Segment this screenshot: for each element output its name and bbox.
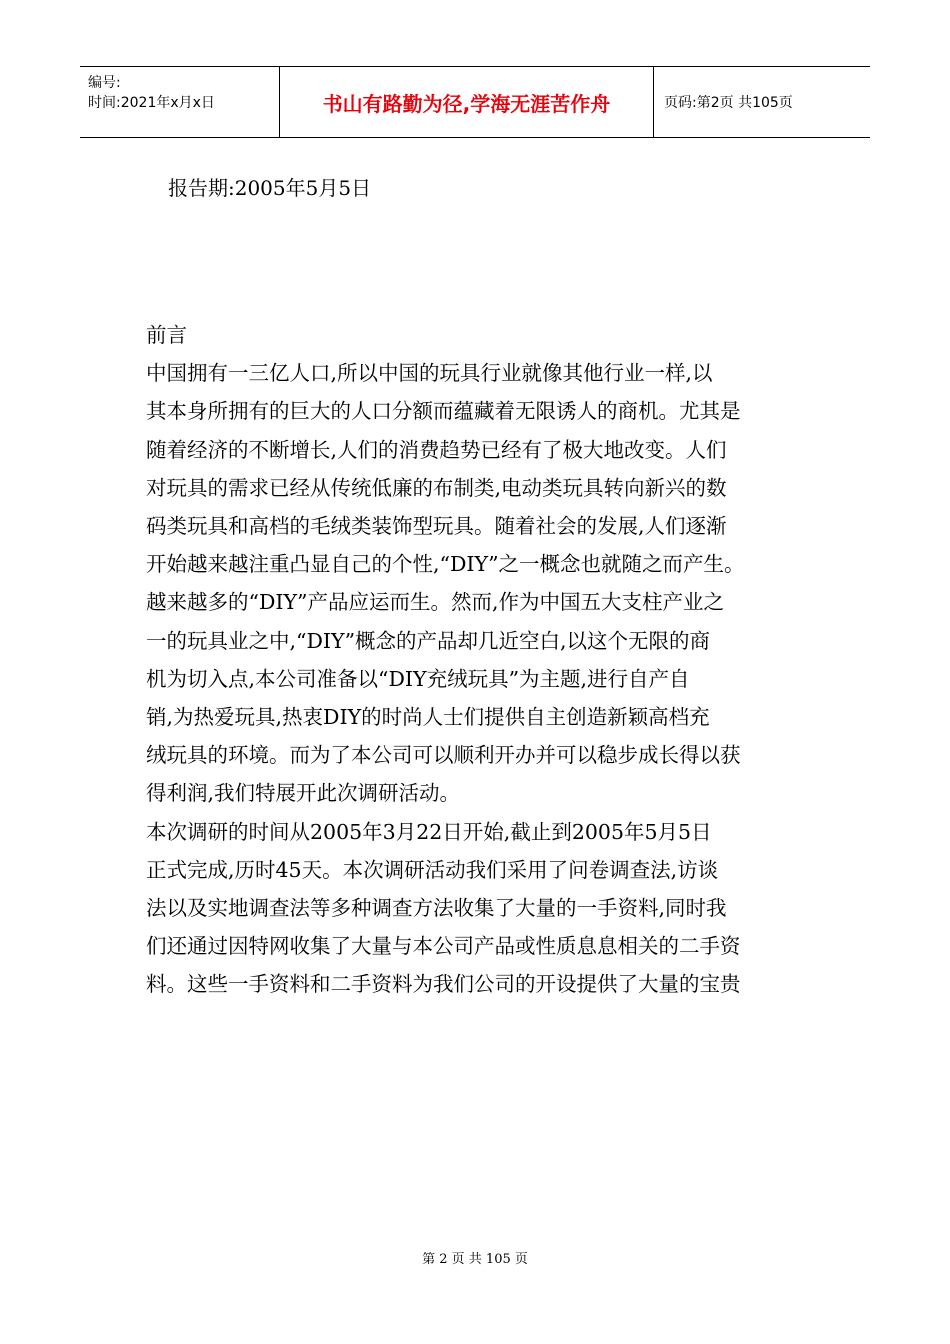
paragraph-line: 其本身所拥有的巨大的人口分额而蕴藏着无限诱人的商机。尤其是 [146,399,741,424]
paragraph-line: 绒玩具的环境。而为了本公司可以顺利开办并可以稳步成长得以获 [146,743,741,768]
paragraph-line: 法以及实地调查法等多种调查方法收集了大量的一手资料,同时我 [146,896,727,921]
report-date: 报告期:2005年5月5日 [168,176,372,200]
document-body [146,316,816,1004]
body-paragraph [146,813,816,1004]
paragraph-line: 越来越多的“DIY”产品应运而生。然而,作为中国五大支柱产业之 [146,590,725,615]
paragraph-line: 本次调研的时间从2005年3月22日开始,截止到2005年5月5日 [146,819,712,844]
header-meta [80,67,280,137]
paragraph-line: 随着经济的不断增长,人们的消费趋势已经有了极大地改变。人们 [146,437,727,462]
body-paragraph [146,354,816,812]
header-page-info: 页码:第2页 共105页 [664,95,793,111]
page-footer: 第 2 页 共 105 页 [422,1252,528,1267]
document-time-label: 时间:2021年x月x日 [88,95,215,111]
paragraph-line: 得利润,我们特展开此次调研活动。 [146,781,461,806]
page-header [80,66,870,138]
document-number-label: 编号: [88,75,121,91]
paragraph-line: 销,为热爱玩具,热衷DIY的时尚人士们提供自主创造新颖高档充 [146,705,710,730]
header-motto: 书山有路勤为径,学海无涯苦作舟 [280,67,654,137]
paragraph-line: 开始越来越注重凸显自己的个性,“DIY”之一概念也就随之而产生。 [146,552,745,577]
paragraph-line: 一的玩具业之中,“DIY”概念的产品却几近空白,以这个无限的商 [146,628,711,653]
paragraph-line: 正式完成,历时45天。本次调研活动我们采用了问卷调查法,访谈 [146,857,719,882]
paragraph-line: 们还通过因特网收集了大量与本公司产品或性质息息相关的二手资 [146,934,741,959]
paragraph-line: 机为切入点,本公司准备以“DIY充绒玩具”为主题,进行自产自 [146,666,690,691]
section-heading: 前言 [146,323,187,347]
paragraph-line: 码类玩具和高档的毛绒类装饰型玩具。随着社会的发展,人们逐渐 [146,514,727,539]
paragraph-list [146,354,816,1003]
paragraph-line: 中国拥有一三亿人口,所以中国的玩具行业就像其他行业一样,以 [146,361,713,386]
paragraph-line: 料。这些一手资料和二手资料为我们公司的开设提供了大量的宝贵 [146,972,741,997]
paragraph-line: 对玩具的需求已经从传统低廉的布制类,电动类玩具转向新兴的数 [146,475,727,500]
